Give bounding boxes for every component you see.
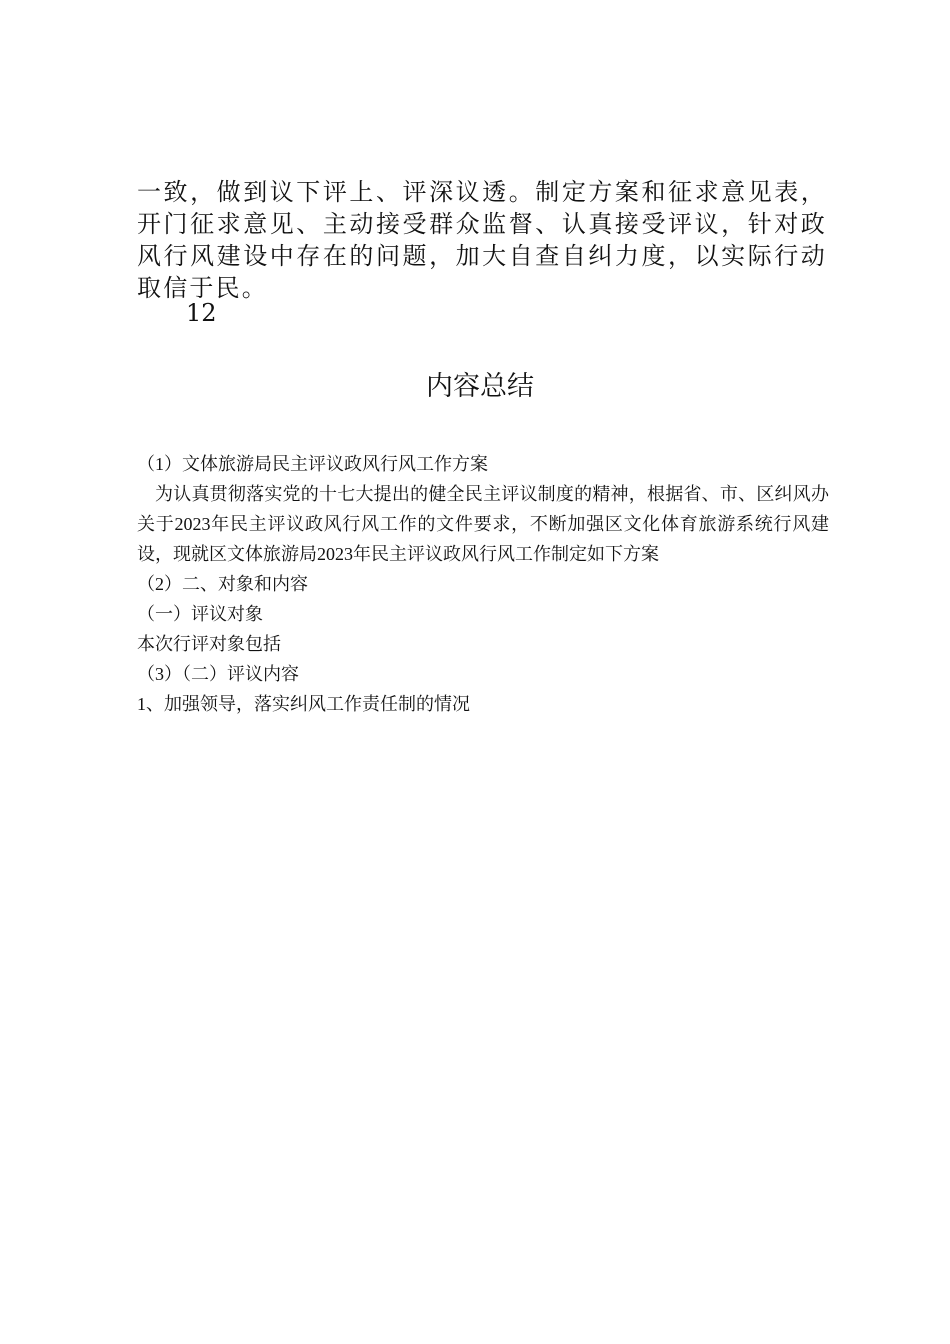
summary-item-1-body: 为认真贯彻落实党的十七大提出的健全民主评议制度的精神，根据省、市、区纠风办关于2023年民主评议政风行风工作的文件要求，不断加强区文化体育旅游系统行风建设，现就区文体旅游局2023年民主评议政风行风工作制定如下方案	[137, 484, 829, 564]
summary-item-2-subheading: （一）评议对象	[137, 604, 263, 624]
summary-item-2-body: 本次行评对象包括	[137, 634, 281, 654]
summary-title: 内容总结	[426, 371, 534, 402]
summary-item-3-heading: （3）（二）评议内容	[137, 664, 299, 684]
summary-item-3-body: 1、加强领导，落实纠风工作责任制的情况	[137, 694, 470, 714]
summary-section	[137, 449, 829, 719]
page-number: 12	[186, 299, 217, 327]
summary-item-1-heading: （1）文体旅游局民主评议政风行风工作方案	[137, 454, 488, 474]
summary-item-2-heading: （2）二、对象和内容	[137, 574, 308, 594]
continuation-paragraph: 一致，做到议下评上、评深议透。制定方案和征求意见表，开门征求意见、主动接受群众监督、认真接受评议，针对政风行风建设中存在的问题，加大自查自纠力度，以实际行动取信于民。	[137, 178, 827, 302]
